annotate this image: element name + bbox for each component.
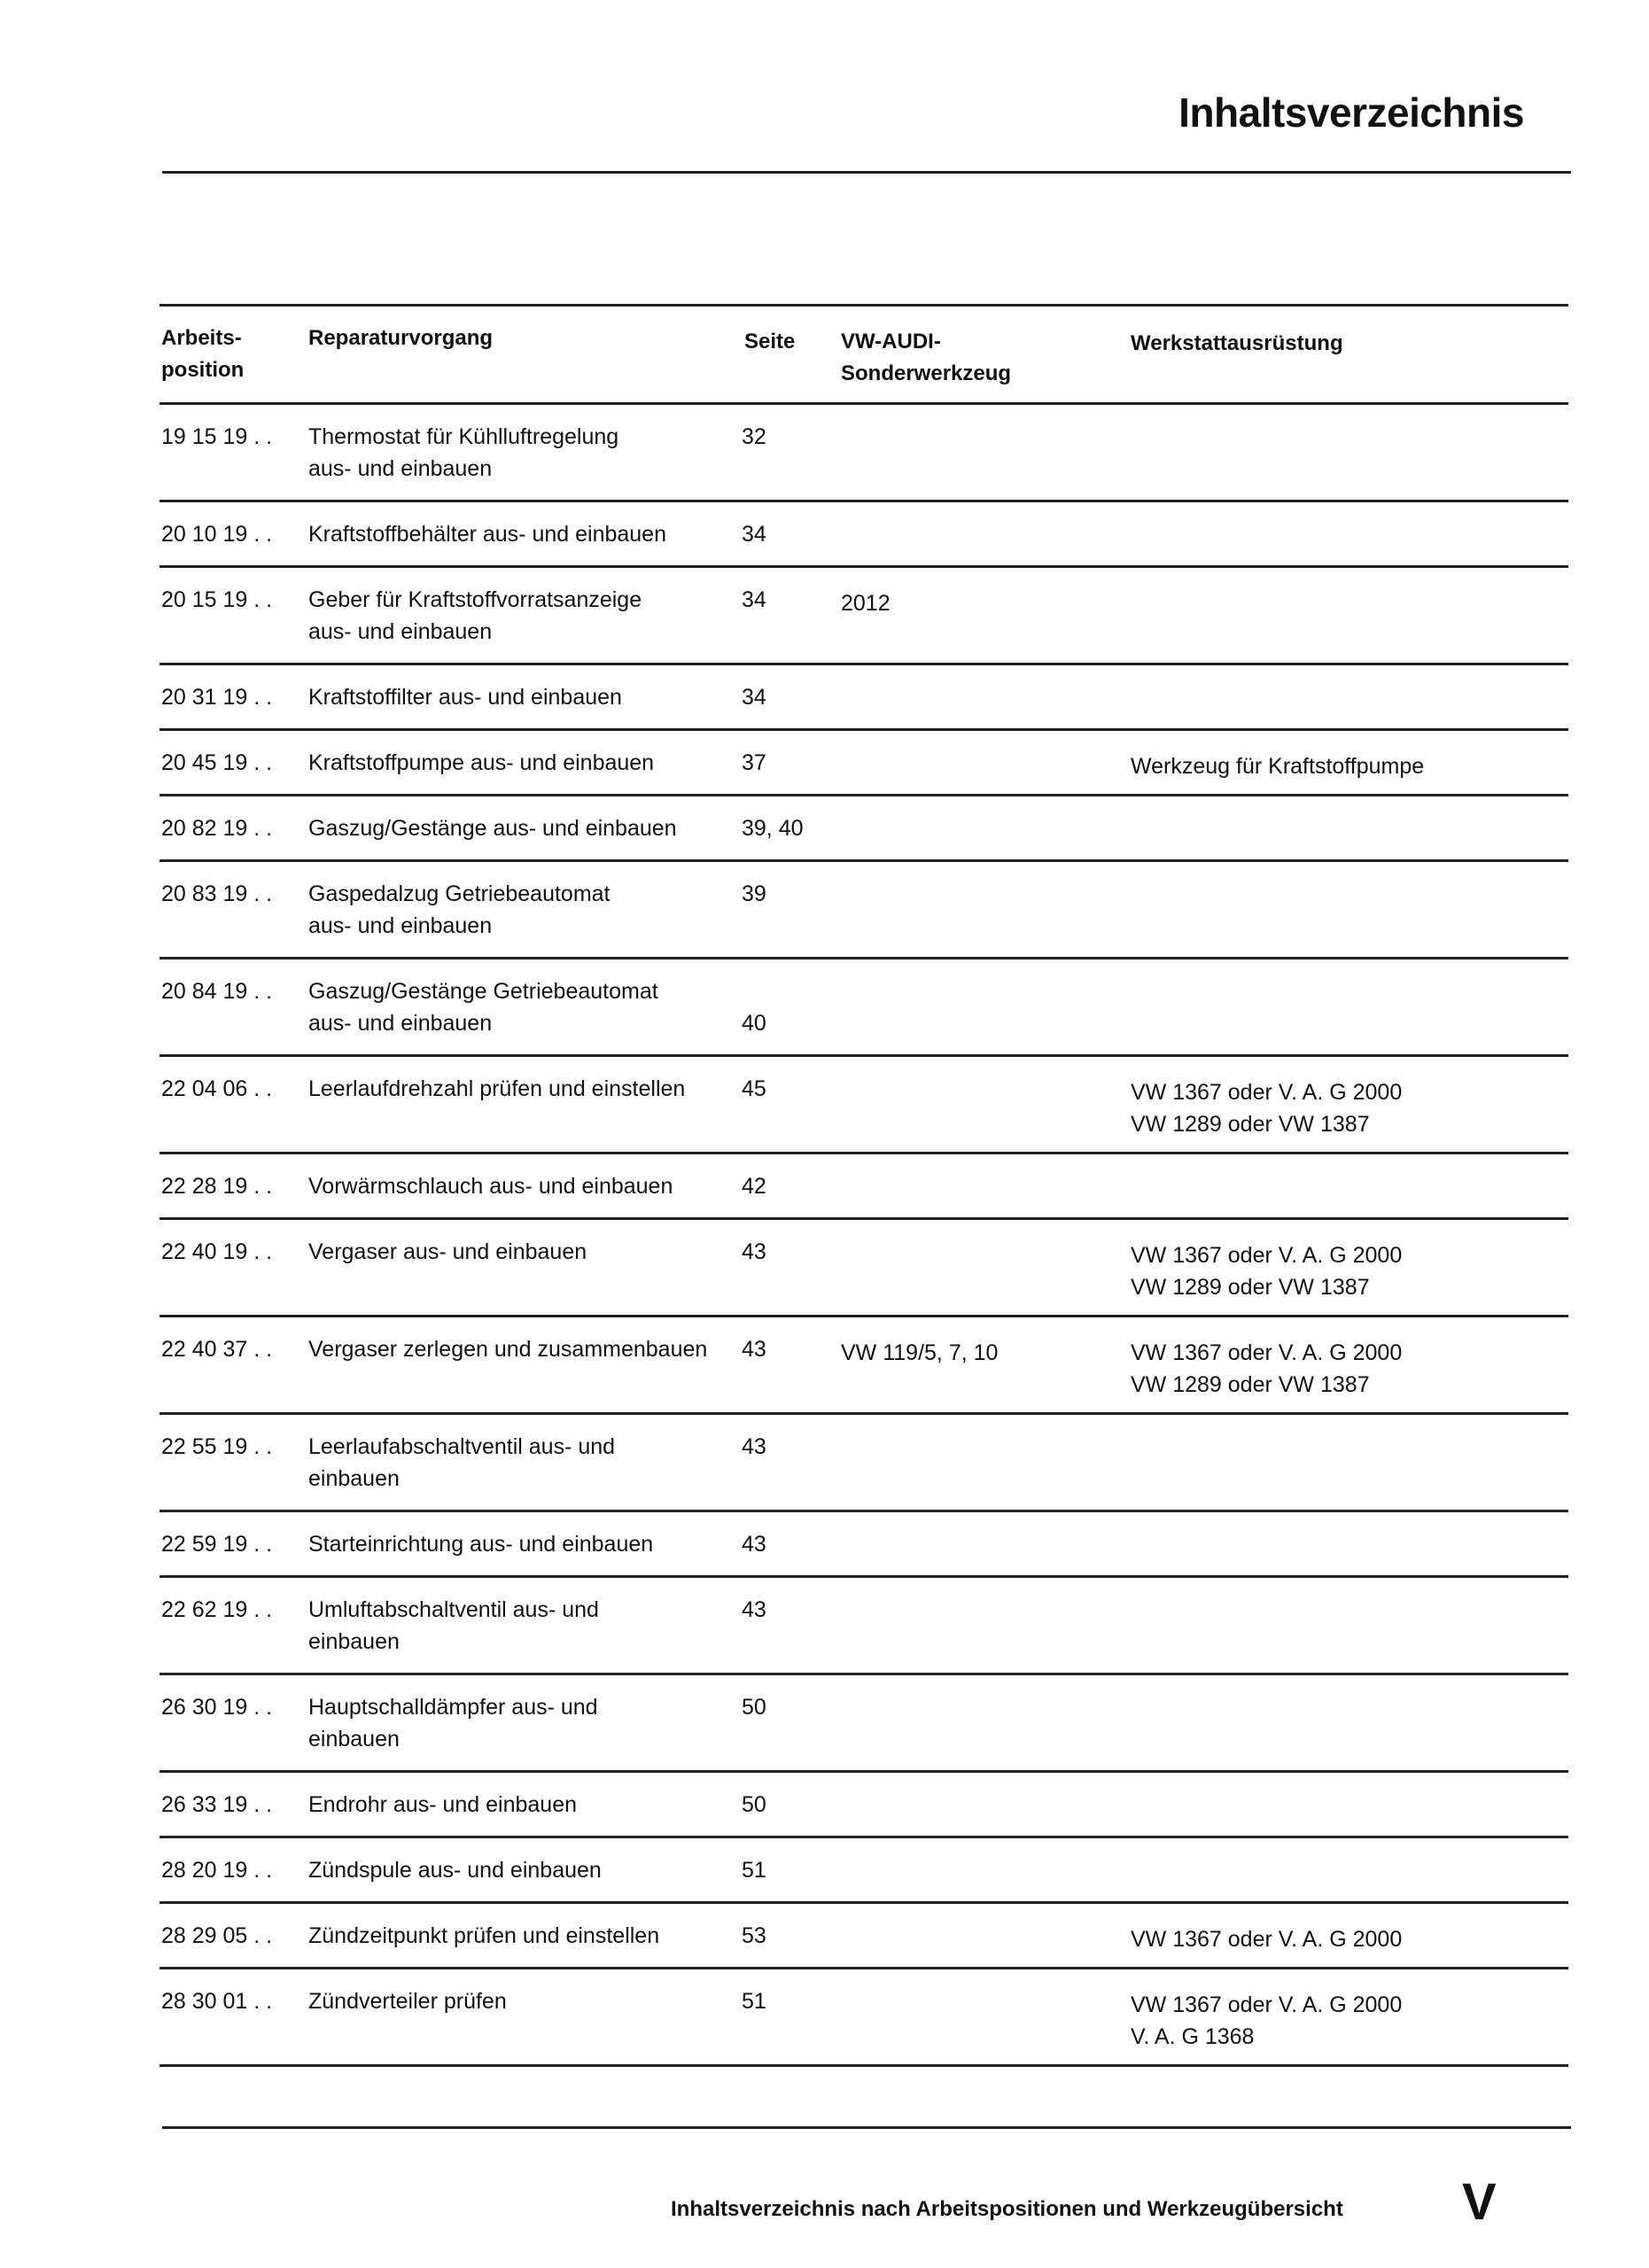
page-title: Inhaltsverzeichnis <box>1178 89 1524 136</box>
table-row <box>159 1415 1568 1512</box>
table-row <box>159 1969 1568 2067</box>
repair-description <box>308 747 654 779</box>
description-line: Gaspedalzug Getriebeautomat <box>308 882 611 906</box>
work-position: 22 40 37 . . <box>161 1337 273 1362</box>
work-position: 28 29 05 . . <box>161 1923 273 1948</box>
title-divider <box>162 171 1571 174</box>
repair-description <box>308 1594 599 1658</box>
page-number: 34 <box>742 587 766 612</box>
repair-description <box>308 584 642 648</box>
work-position: 22 55 19 . . <box>161 1434 273 1459</box>
page-number: 51 <box>742 1989 766 2014</box>
section-letter: V <box>1462 2173 1497 2231</box>
equipment-line: VW 1289 oder VW 1387 <box>1131 1372 1370 1397</box>
table-row <box>159 1317 1568 1415</box>
special-tool: 2012 <box>841 591 891 616</box>
table-row <box>159 1773 1568 1838</box>
work-position: 20 45 19 . . <box>161 750 273 775</box>
page-number: 39, 40 <box>742 816 804 841</box>
page-number: 43 <box>742 1434 766 1459</box>
table-row <box>159 796 1568 862</box>
table-row <box>159 862 1568 959</box>
page-number: 43 <box>742 1239 766 1264</box>
description-line: Zündverteiler prüfen <box>308 1989 507 2014</box>
header-line: Arbeits- <box>161 326 242 350</box>
workshop-equipment <box>1131 1239 1402 1303</box>
workshop-equipment <box>1131 750 1424 782</box>
column-header-equipment: Werkstattausrüstung <box>1131 331 1343 355</box>
page-number: 53 <box>742 1923 766 1948</box>
work-position: 26 30 19 . . <box>161 1695 273 1720</box>
description-line: Zündzeitpunkt prüfen und einstellen <box>308 1923 660 1948</box>
work-position: 20 84 19 . . <box>161 979 273 1004</box>
description-line: Endrohr aus- und einbauen <box>308 1792 578 1817</box>
description-line: Vergaser aus- und einbauen <box>308 1239 587 1264</box>
footer-divider <box>162 2126 1571 2129</box>
page-number: 40 <box>742 1011 766 1036</box>
table-row <box>159 1904 1568 1969</box>
repair-description <box>308 1073 685 1105</box>
repair-description <box>308 1528 653 1560</box>
repair-description <box>308 1691 598 1755</box>
work-position: 22 28 19 . . <box>161 1174 273 1199</box>
table-body <box>159 405 1568 2067</box>
page-number: 39 <box>742 882 766 906</box>
description-line: Starteinrichtung aus- und einbauen <box>308 1532 654 1557</box>
table-row <box>159 1578 1568 1675</box>
repair-description <box>308 681 622 713</box>
column-header-description: Reparaturvorgang <box>308 326 494 350</box>
description-line: Gaszug/Gestänge Getriebeautomat <box>308 979 658 1004</box>
work-position: 19 15 19 . . <box>161 424 273 449</box>
table-row <box>159 1838 1568 1904</box>
footer-text: Inhaltsverzeichnis nach Arbeitspositionen und Werkzeugübersicht <box>671 2197 1343 2221</box>
description-line: Vergaser zerlegen und zusammenbauen <box>308 1337 708 1362</box>
page-number: 34 <box>742 685 766 710</box>
repair-description <box>308 1431 615 1495</box>
equipment-line: VW 1367 oder V. A. G 2000 <box>1131 1992 1403 2017</box>
workshop-equipment <box>1131 1076 1402 1140</box>
table-row <box>159 1154 1568 1220</box>
column-header-position <box>161 322 244 386</box>
equipment-line: VW 1367 oder V. A. G 2000 <box>1131 1340 1403 1365</box>
description-line: einbauen <box>308 1727 400 1751</box>
description-line: Kraftstoffilter aus- und einbauen <box>308 685 622 710</box>
table-row <box>159 665 1568 731</box>
repair-description <box>308 1789 577 1821</box>
description-line: Geber für Kraftstoffvorratsanzeige <box>308 587 642 612</box>
table-row <box>159 1220 1568 1317</box>
description-line: aus- und einbauen <box>308 456 493 481</box>
repair-description <box>308 812 677 844</box>
description-line: Hauptschalldämpfer aus- und <box>308 1695 598 1720</box>
work-position: 22 40 19 . . <box>161 1239 273 1264</box>
description-line: Umluftabschaltventil aus- und <box>308 1597 599 1622</box>
special-tool: VW 119/5, 7, 10 <box>841 1340 999 1365</box>
page-number: 32 <box>742 424 766 449</box>
table-row <box>159 502 1568 568</box>
table-row <box>159 405 1568 502</box>
description-line: Kraftstoffbehälter aus- und einbauen <box>308 522 666 547</box>
contents-table <box>159 304 1568 2067</box>
column-header-special-tools <box>841 322 1011 390</box>
table-row <box>159 568 1568 665</box>
column-header-page: Seite <box>744 330 796 353</box>
table-row <box>159 1512 1568 1578</box>
work-position: 20 10 19 . . <box>161 522 273 547</box>
description-line: Thermostat für Kühlluftregelung <box>308 424 619 449</box>
repair-description <box>308 975 658 1039</box>
header-line: Sonderwerkzeug <box>841 361 1012 385</box>
page-number: 43 <box>742 1337 766 1362</box>
description-line: Vorwärmschlauch aus- und einbauen <box>308 1174 673 1199</box>
repair-description <box>308 1170 673 1202</box>
equipment-line: VW 1289 oder VW 1387 <box>1131 1112 1370 1137</box>
description-line: einbauen <box>308 1466 400 1491</box>
work-position: 28 30 01 . . <box>161 1989 273 2014</box>
description-line: aus- und einbauen <box>308 913 493 938</box>
equipment-line: VW 1289 oder VW 1387 <box>1131 1275 1370 1300</box>
work-position: 20 31 19 . . <box>161 685 273 710</box>
description-line: einbauen <box>308 1629 400 1654</box>
work-position: 22 62 19 . . <box>161 1597 273 1622</box>
equipment-line: Werkzeug für Kraftstoffpumpe <box>1131 754 1425 779</box>
table-row <box>159 1675 1568 1773</box>
work-position: 26 33 19 . . <box>161 1792 273 1817</box>
repair-description <box>308 1920 659 1952</box>
repair-description <box>308 1985 507 2017</box>
page-number: 43 <box>742 1597 766 1622</box>
description-line: Kraftstoffpumpe aus- und einbauen <box>308 750 655 775</box>
repair-description <box>308 1236 587 1268</box>
work-position: 20 83 19 . . <box>161 882 273 906</box>
description-line: Leerlaufdrehzahl prüfen und einstellen <box>308 1076 686 1101</box>
work-position: 20 82 19 . . <box>161 816 273 841</box>
workshop-equipment <box>1131 1989 1402 2053</box>
repair-description <box>308 878 611 942</box>
description-line: Gaszug/Gestänge aus- und einbauen <box>308 816 677 841</box>
work-position: 28 20 19 . . <box>161 1858 273 1883</box>
repair-description <box>308 1333 707 1365</box>
description-line: aus- und einbauen <box>308 1011 493 1036</box>
table-row <box>159 1057 1568 1154</box>
header-line: position <box>161 358 245 382</box>
work-position: 22 59 19 . . <box>161 1532 273 1557</box>
repair-description <box>308 518 666 550</box>
page-number: 43 <box>742 1532 766 1557</box>
workshop-equipment <box>1131 1337 1402 1401</box>
repair-description <box>308 421 618 485</box>
table-header <box>159 304 1568 405</box>
equipment-line: VW 1367 oder V. A. G 2000 <box>1131 1927 1403 1952</box>
table-row <box>159 959 1568 1057</box>
workshop-equipment <box>1131 1923 1402 1955</box>
work-position: 20 15 19 . . <box>161 587 273 612</box>
page-number: 50 <box>742 1695 766 1720</box>
header-line: VW-AUDI- <box>841 330 941 353</box>
page-number: 50 <box>742 1792 766 1817</box>
equipment-line: V. A. G 1368 <box>1131 2024 1255 2049</box>
page-number: 45 <box>742 1076 766 1101</box>
table-row <box>159 731 1568 796</box>
page-number: 51 <box>742 1858 766 1883</box>
description-line: Leerlaufabschaltventil aus- und <box>308 1434 616 1459</box>
page-number: 34 <box>742 522 766 547</box>
repair-description <box>308 1854 602 1886</box>
description-line: aus- und einbauen <box>308 619 493 644</box>
work-position: 22 04 06 . . <box>161 1076 273 1101</box>
equipment-line: VW 1367 oder V. A. G 2000 <box>1131 1243 1403 1268</box>
page-number: 37 <box>742 750 766 775</box>
equipment-line: VW 1367 oder V. A. G 2000 <box>1131 1080 1403 1105</box>
description-line: Zündspule aus- und einbauen <box>308 1858 602 1883</box>
page-number: 42 <box>742 1174 766 1199</box>
